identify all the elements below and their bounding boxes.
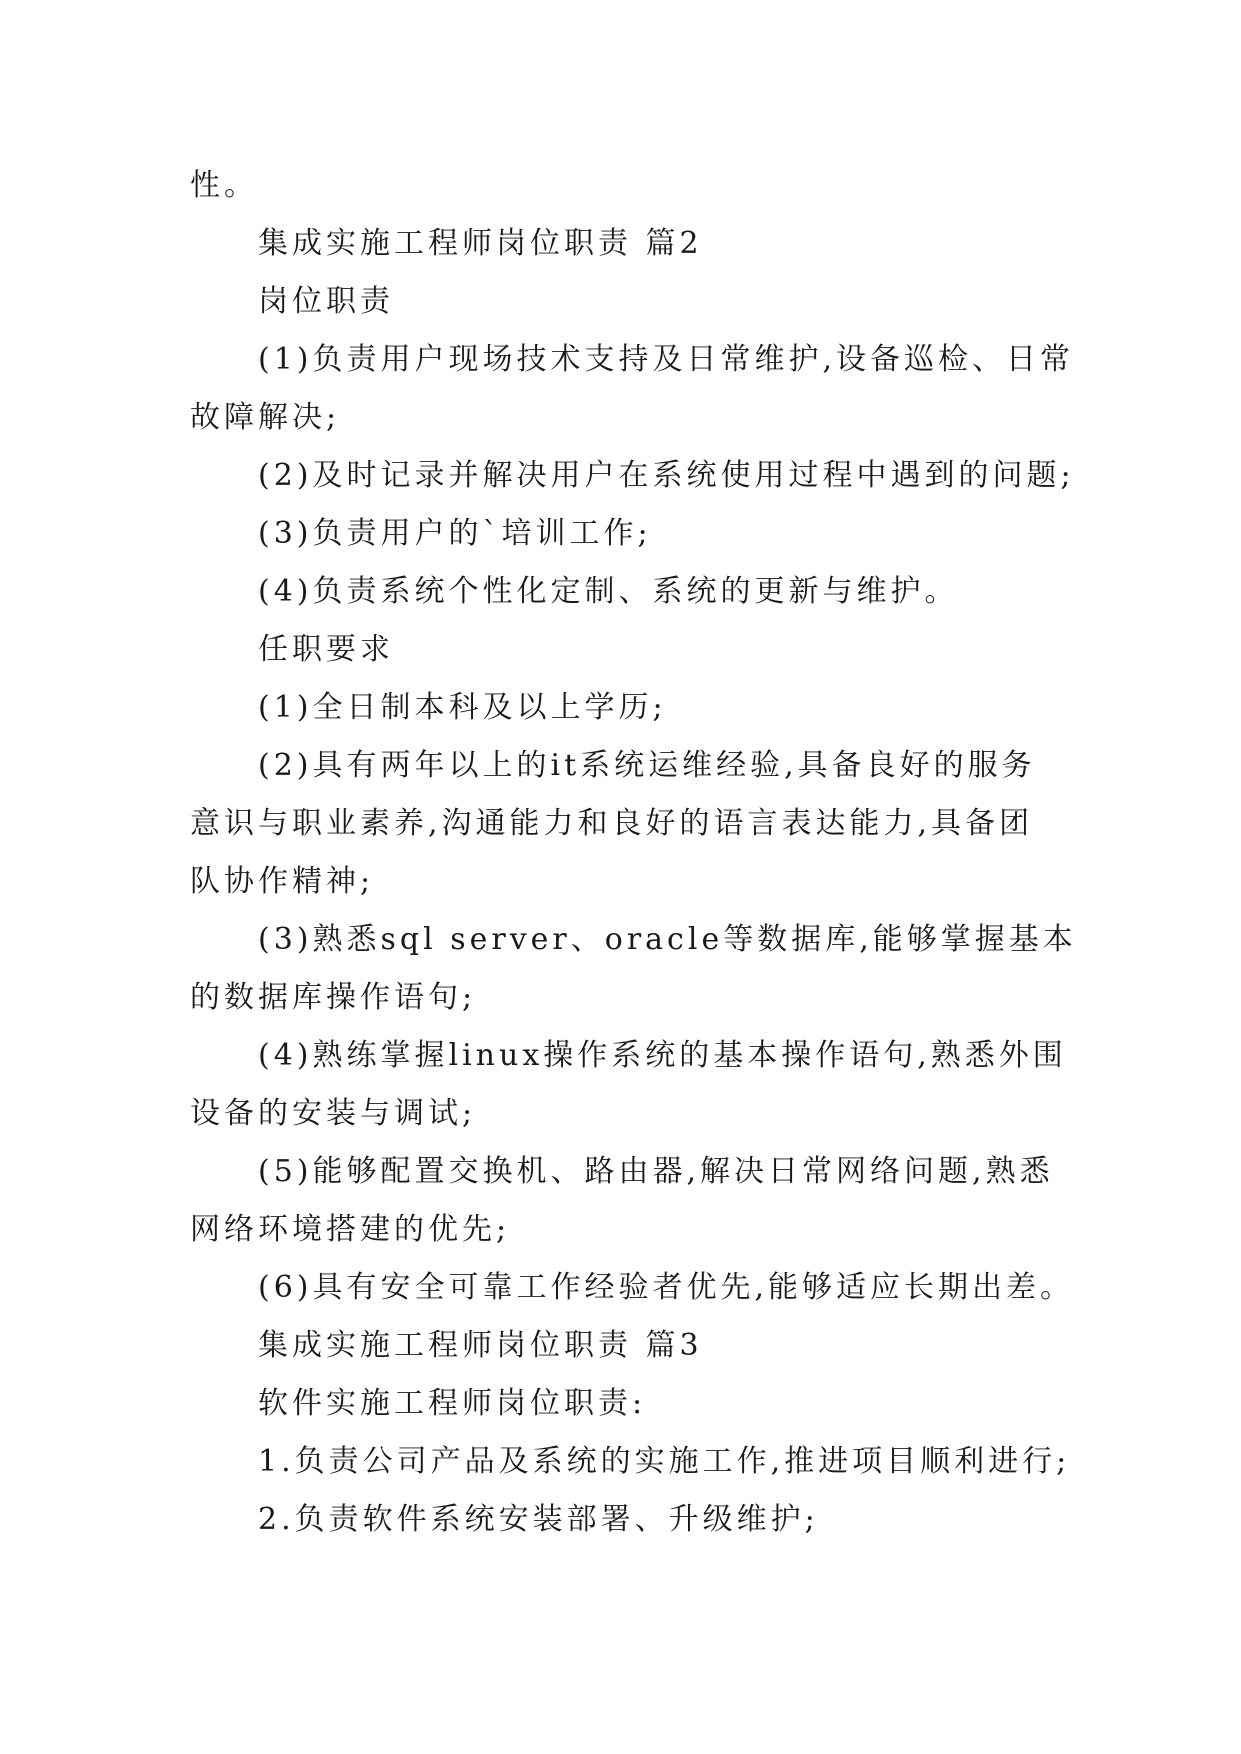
text-line: (4)熟练掌握linux操作系统的基本操作语句,熟悉外围 xyxy=(258,1038,1067,1073)
text-line: (3)熟悉sql server、oracle等数据库,能够掌握基本 xyxy=(258,922,1077,957)
text-line: 网络环境搭建的优先; xyxy=(190,1212,511,1247)
text-line: 设备的安装与调试; xyxy=(190,1096,477,1131)
text-line: 意识与职业素养,沟通能力和良好的语言表达能力,具备团 xyxy=(190,806,1034,841)
subheading: 岗位职责 xyxy=(258,284,394,319)
text-line: (3)负责用户的`培训工作; xyxy=(258,516,652,551)
text-line: (5)能够配置交换机、路由器,解决日常网络问题,熟悉 xyxy=(258,1154,1054,1189)
text-line: (2)具有两年以上的it系统运维经验,具备良好的服务 xyxy=(258,748,1036,783)
text-line: 队协作精神; xyxy=(190,864,375,899)
section-heading: 集成实施工程师岗位职责 篇2 xyxy=(258,226,703,261)
text-line: 的数据库操作语句; xyxy=(190,980,477,1015)
text-line: 故障解决; xyxy=(190,400,341,435)
text-line: 2.负责软件系统安装部署、升级维护; xyxy=(258,1502,819,1537)
subheading: 任职要求 xyxy=(258,632,394,667)
text-line: 性。 xyxy=(190,168,258,203)
section-heading: 集成实施工程师岗位职责 篇3 xyxy=(258,1328,703,1363)
text-line: (1)全日制本科及以上学历; xyxy=(258,690,667,725)
text-line: (6)具有安全可靠工作经验者优先,能够适应长期出差。 xyxy=(258,1270,1075,1305)
text-line: (4)负责系统个性化定制、系统的更新与维护。 xyxy=(258,574,959,609)
text-line: (1)负责用户现场技术支持及日常维护,设备巡检、日常 xyxy=(258,342,1075,377)
subheading: 软件实施工程师岗位职责: xyxy=(258,1386,647,1421)
text-line: 1.负责公司产品及系统的实施工作,推进项目顺利进行; xyxy=(258,1444,1071,1479)
text-line: (2)及时记录并解决用户在系统使用过程中遇到的问题; xyxy=(258,458,1075,493)
